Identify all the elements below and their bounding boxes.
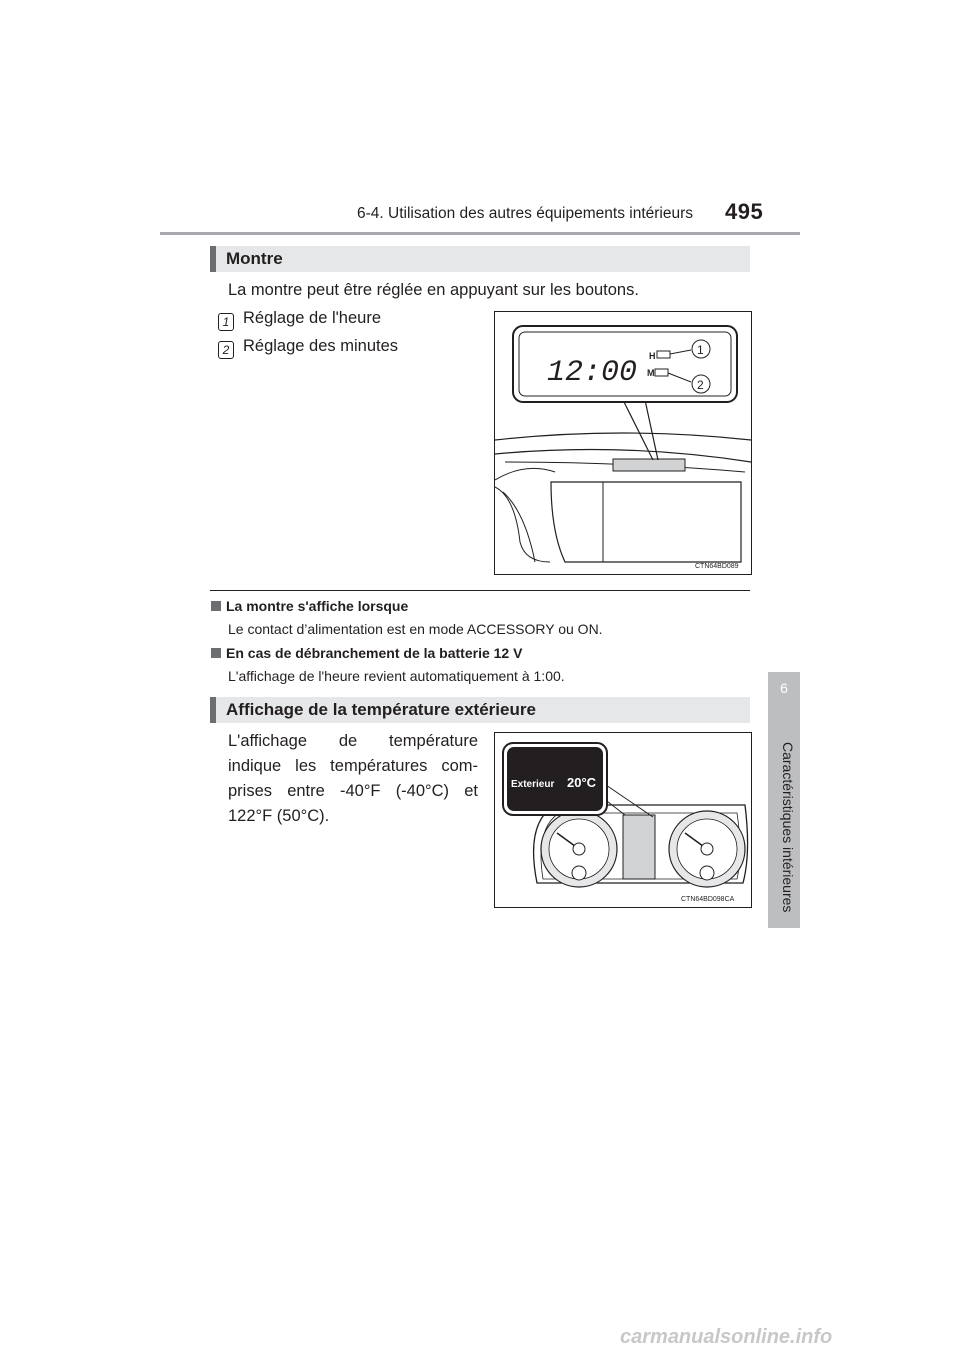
figure-code: CTN64BD089 (695, 563, 739, 570)
bullet-square (211, 601, 221, 611)
body-line: L'affichage de température (228, 732, 478, 750)
body-line: 122°F (50°C). (228, 807, 330, 825)
section-title-temperature: Affichage de la température extérieure (226, 700, 536, 719)
m-button-label: M (647, 368, 655, 378)
chapter-number: 6 (780, 680, 788, 696)
callout-2: 2 (697, 378, 704, 392)
heading-stripe (210, 697, 216, 723)
section-heading-clock (210, 246, 750, 272)
h-button-label: H (649, 351, 656, 361)
heading-stripe (210, 246, 216, 272)
step-text: Réglage de l'heure (243, 309, 382, 327)
step-1 (215, 309, 475, 335)
callout-1: 1 (697, 343, 704, 357)
section-heading-temperature (210, 697, 750, 723)
chapter-label: Caractéristiques intérieures (780, 742, 796, 913)
note-2-body: L'affichage de l'heure revient automatiquement à 1:00. (228, 668, 565, 684)
clock-figure (494, 311, 752, 575)
clock-illustration (495, 312, 751, 574)
clock-time-readout: 12:00 (547, 356, 638, 390)
instrument-cluster-illustration (495, 733, 751, 907)
note-2-heading: En cas de débranchement de la batterie 12 V (211, 645, 522, 661)
body-line: prises entre -40°F (-40°C) et (228, 782, 478, 800)
step-badge: 2 (218, 341, 234, 359)
note-1-body: Le contact d’alimentation est en mode ACCESSORY ou ON. (228, 621, 603, 637)
step-badge: 1 (218, 313, 234, 331)
watermark: carmanualsonline.info (620, 1326, 833, 1348)
note-1-heading: La montre s'affiche lorsque (211, 598, 408, 614)
step-text: Réglage des minutes (243, 337, 399, 355)
body-line: indique les températures com- (228, 757, 478, 775)
running-header: 6-4. Utilisation des autres équipements intérieurs (357, 205, 694, 222)
page-number: 495 (725, 199, 764, 224)
figure-code: CTN64BD098CA (681, 896, 735, 903)
bullet-square (211, 648, 221, 658)
exterior-label: Exterieur (511, 779, 555, 790)
temperature-figure (494, 732, 752, 908)
exterior-temp-readout: 20°C (567, 775, 597, 790)
temperature-description (228, 729, 478, 829)
header-rule (160, 232, 800, 235)
section-title-clock: Montre (226, 249, 283, 268)
clock-intro: La montre peut être réglée en appuyant sur les boutons. (228, 281, 639, 299)
step-2 (215, 337, 475, 363)
notes-divider (210, 590, 750, 591)
